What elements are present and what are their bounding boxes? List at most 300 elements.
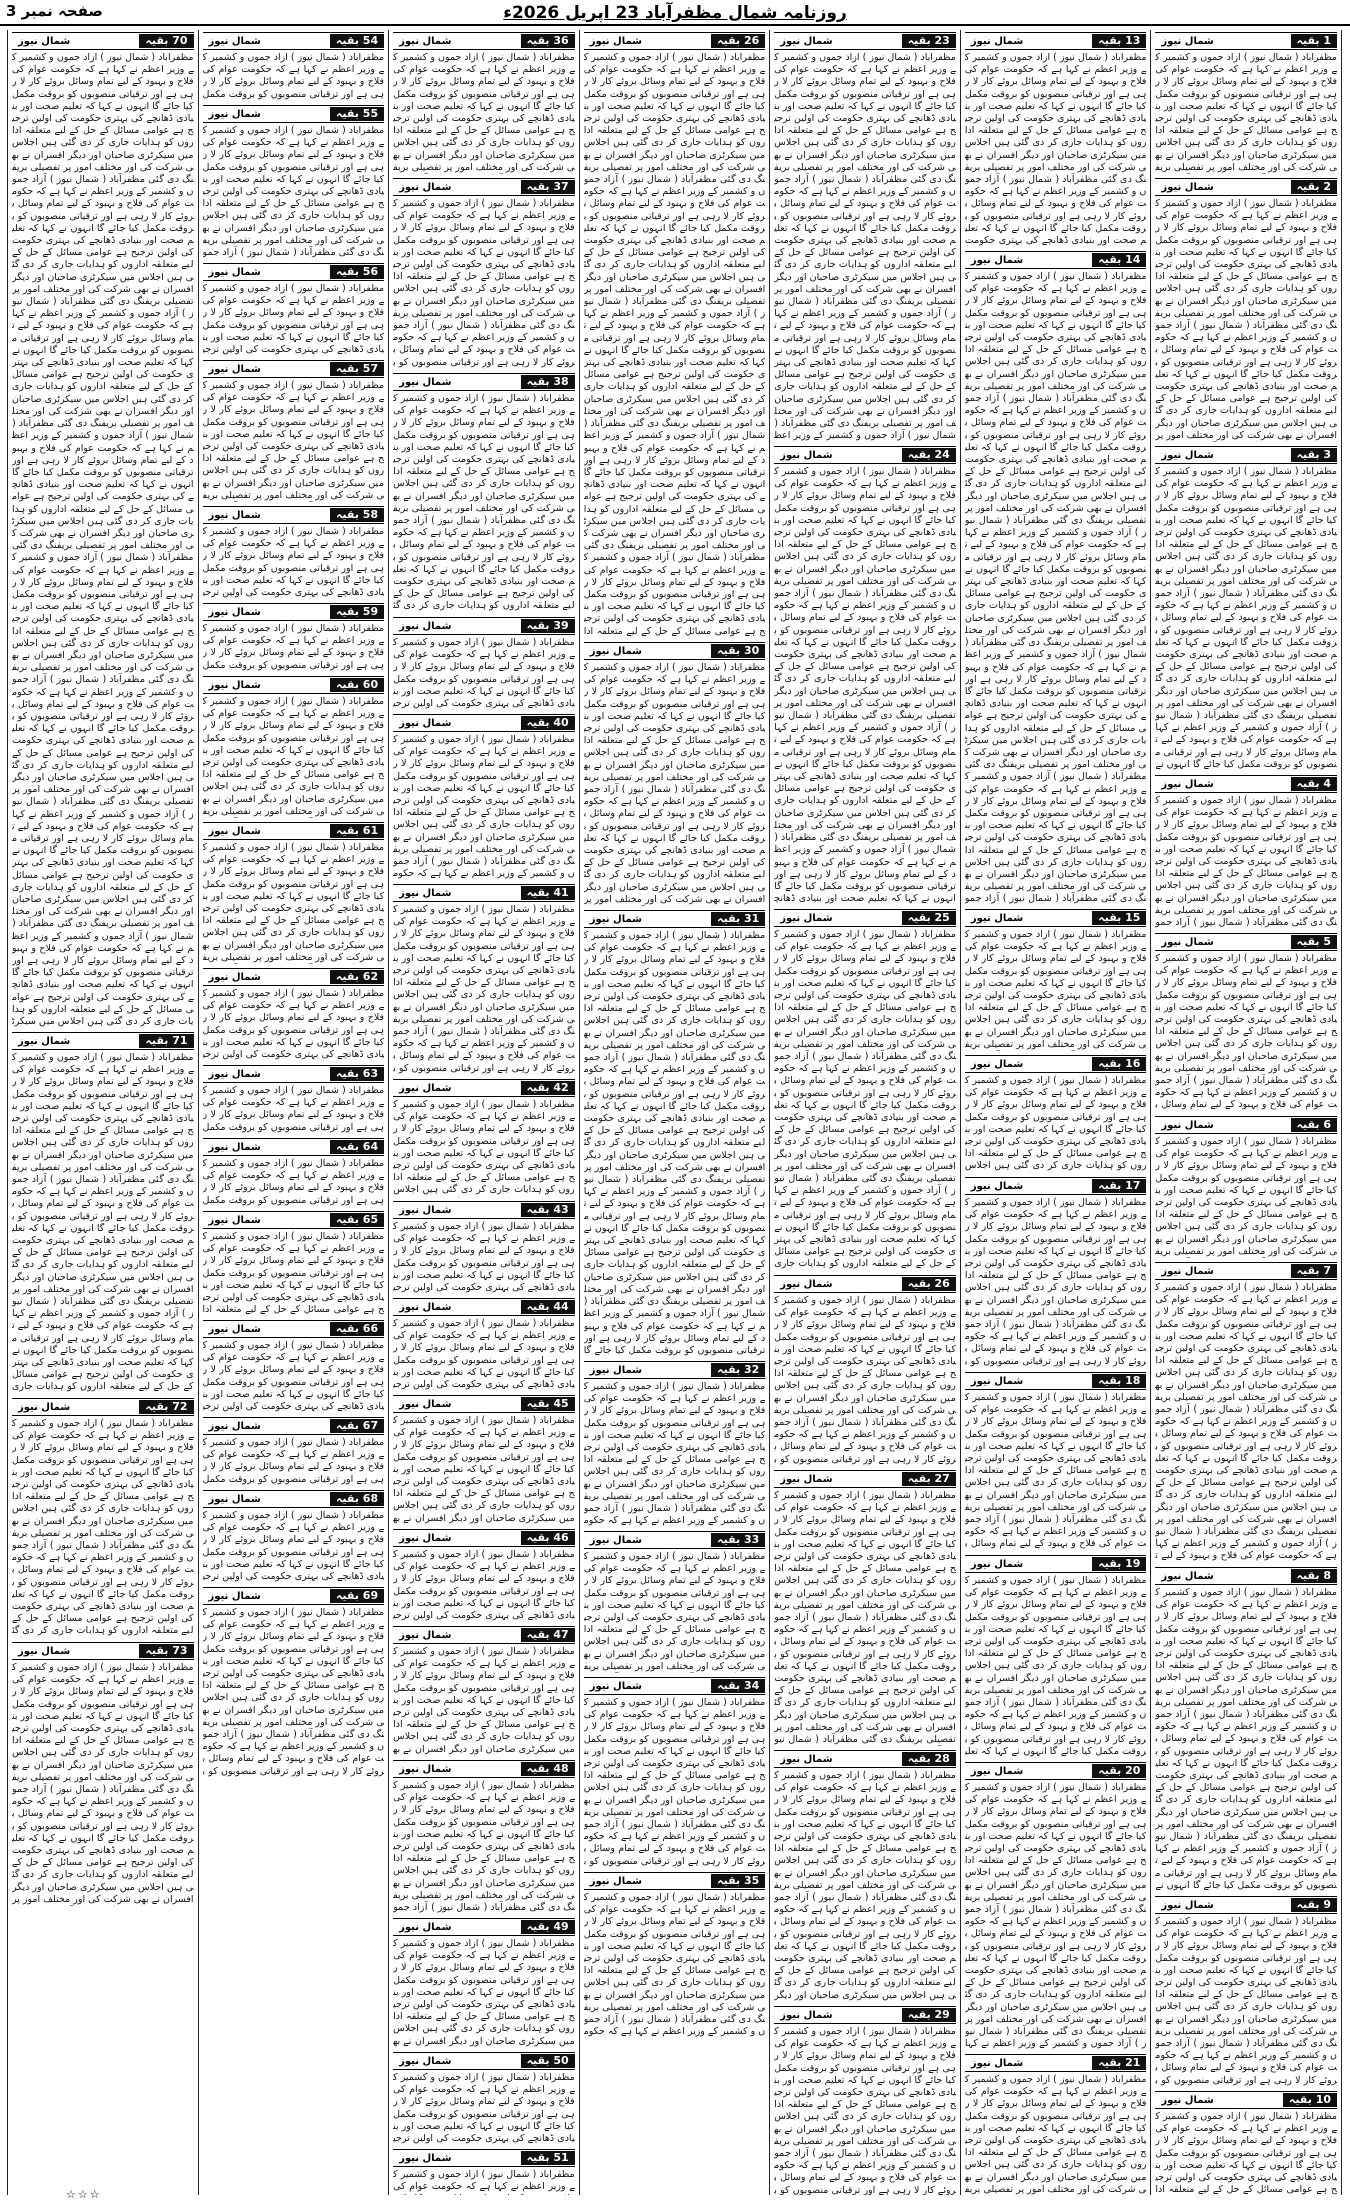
news-source-label: شمال نیوز: [17, 1401, 71, 1413]
story-header: [393, 373, 575, 391]
news-source-label: شمال نیوز: [1161, 936, 1214, 948]
story-header: [203, 1490, 385, 1508]
news-source-label: شمال نیوز: [589, 35, 643, 47]
story-body: مظفرآباد ( شمال نیوز ) آزاد جموں و کشمیر کے وزیر اعظم نے کہا ہے کہ حکومت عوام کی فلاح و بہبود کے لیے تمام وسائل بروئے کار لا رہی ہے اور ترقیاتی منصوبوں کو بروقت مکمل کیا جائے گا انہوں نے کہا کہ تعلیم صحت اور بنیادی ڈھانچے کی بہتری حکومت کی اولین ترجیح ہے عوامی مسائل کے حل کے لیے متعلقہ اداروں کو ہدایات جاری کر دی گئی ہیں اجلاس میں سیکرٹری صاحبان اور دیگر افسران نے بھی شرکت کی اور مختلف امور پر تفصیلی بریف: [202, 380, 385, 501]
news-source-label: شمال نیوز: [589, 645, 643, 657]
continuation-badge: 67 بقیہ: [330, 1419, 384, 1433]
news-source-label: شمال نیوز: [208, 363, 261, 375]
story-header: [203, 1211, 385, 1229]
news-story: [203, 1138, 385, 1207]
story-body: مظفرآباد ( شمال نیوز ) آزاد جموں و کشمیر کے وزیر اعظم نے کہا ہے کہ حکومت عوام کی فلاح و بہبود کے لیے تمام وسائل بروئے کار لا رہی ہے اور ترقیاتی منصوبوں کو بروقت مکمل کیا جائے گا انہوں نے کہا کہ تعلیم صحت اور بنیادی ڈھانچے کی بہتری حکومت کی اولین ترجیح ہے عوامی مسائل کے حل کے لیے متعلقہ اداروں کو ہدایات جاری کر دی گئی ہیں اجلاس میں سیکرٹری صاحبان اور دیگر افسران نے بھی شرکت کی اور مختلف امور پر تفصیلی بریفنگ دی گئی مظفرآباد ( شمال نیوز ) آزاد جموں و کشمیر کے وزیر اعظم نے کہا ہے کہ حکومت عوام کی فلاح و بہبود کے لیے تمام وسائل بروئے کار لا رہی ہے اور ترقیاتی منصوبوں کو بروقت مکمل کیا جائے گا انہوں نے کہا کہ تعلیم صحت اور بنیادی ڈھانچے کی بہتری حکومت کی اولین ترجیح ہے عوامی مسائل کے حل کے لیے متعلقہ اداروں کو ہدایات جاری کر دی گئی ہیں اجلاس میں سیکرٹری صاحبان اور دیگر افسران نے بھی شرکت کی اور مختلف امور پر: [1155, 198, 1337, 441]
continuation-badge: 2 بقیہ: [1291, 180, 1337, 194]
story-header: [393, 178, 575, 196]
news-column: [579, 30, 771, 2195]
continuation-badge: 1 بقیہ: [1291, 34, 1337, 48]
news-source-label: شمال نیوز: [208, 1493, 261, 1505]
continuation-badge: 55 بقیہ: [330, 107, 384, 121]
story-header: [965, 909, 1147, 927]
news-source-label: شمال نیوز: [208, 825, 261, 837]
story-header: [1155, 1896, 1337, 1914]
story-header: [1155, 32, 1337, 50]
story-header: [393, 1760, 575, 1778]
story-body: مظفرآباد ( شمال نیوز ) آزاد جموں و کشمیر کے وزیر اعظم نے کہا ہے کہ حکومت عوام کی فلاح و بہبود کے لیے تمام وسائل بروئے کار لا رہی ہے اور ترقیاتی منصوبوں کو بروقت مکمل کیا جائے گا انہوں نے کہا کہ تعلیم صحت اور بنیادی ڈھانچے کی بہتری حکومت کی اولین ترجیح ہے عوامی مسائل کے حل کے لیے متعلقہ اداروں کو ہدایات جاری کر دی گئی ہیں اجلاس میں سیکرٹری صاحبان اور دیگر افسران نے بھی شرکت کی اور مختلف امور پر تفصیلی بریفنگ دی گئی مظفرآباد ( شمال نیوز ) آزاد جموں و کشمیر کے وزیر اعظم نے کہا ہے کہ حکومت عوام کی فلاح و بہبود کے لیے تمام وسائل بروئے کار لا رہی ہے اور ترقیاتی منصوبوں کو بروقت مکمل کیا جائے گا انہوں نے کہا کہ تعلیم صحت اور بنیادی ڈھانچے کی بہتری حکومت کی اولین ترجیح ہے عوامی مسائل کے حل کے لیے متعلقہ اداروں کو ہدایات جاری کر دی گئی ہیں اجلاس میں سیکرٹری صاحبان اور دیگر افسران نے بھی شرکت کی اور مختلف امور پر تفصیلی بریفنگ دی گئی مظفرآباد ( شمال نیوز ) آزاد جموں و کشمیر کے وزیر اعظم نے کہا ہے کہ حکومت عوام کی فلاح و بہبود کے لیے تمام وسائل بروئے کار لا رہی ہے اور ترقیاتی منصوبوں کو بروقت مکمل کیا جائے گا انہوں نے کہا کہ تعلیم صحت اور بنیادی ڈھانچے کی بہتری حکومت کی اولین ترجیح ہے عوامی مسائل کے حل کے لیے متعلقہ اداروں کو ہدایات جاری کر دی گئی ہیں اجلاس میں سیکرٹری صاحبان اور دیگر افسران نے بھی شرکت کی اور مختلف امور پر تفصیلی بریفنگ دی گئی مظفرآباد ( شمال نیوز ) آزاد جموں و کشمیر کے وزیر اعظ: [774, 52, 956, 442]
story-body: مظفرآباد ( شمال نیوز ) آزاد جموں و کشمیر کے وزیر اعظم نے کہا ہے کہ حکومت عوام کی فلاح و بہبود کے لیے تمام وسائل بروئے کار لا رہی ہے اور ترقیاتی منصوبوں کو بروقت مکمل کیا جائے گا انہوں نے کہا کہ تعلیم صحت اور بنیادی ڈھانچے کی بہتری حکومت کی اولین ترجی: [202, 988, 385, 1061]
news-source-label: شمال نیوز: [208, 679, 261, 691]
continuation-badge: 69 بقیہ: [330, 1589, 384, 1603]
story-header: [1155, 446, 1337, 464]
story-header: [12, 1398, 194, 1416]
story-header: [203, 603, 385, 621]
continuation-badge: 31 بقیہ: [711, 912, 765, 926]
news-story: [203, 263, 385, 356]
continuation-badge: 25 بقیہ: [902, 911, 956, 925]
story-header: [584, 910, 766, 928]
story-body: مظفرآباد ( شمال نیوز ) آزاد جموں و کشمیر کے وزیر اعظم نے کہا ہے کہ حکومت عوام کی فلاح و بہبود کے لیے تمام وسائل بروئے کار لا رہی ہے اور ترقیاتی منصوبوں کو بروقت مکمل: [202, 1158, 385, 1206]
news-source-label: شمال نیوز: [399, 1398, 452, 1410]
story-body: مظفرآباد ( شمال نیوز ) آزاد جموں و کشمیر کے وزیر اعظم نے کہا ہے کہ حکومت عوام کی فلاح و بہبود کے لیے تمام وسائل بروئے کار لا رہی ہے اور ترقیاتی منصوبوں کو بروقت مکمل کیا جائے گا انہوں نے کہا کہ تعلیم صحت اور بنیادی ڈھانچے کی بہتری حکومت کی اولین ترجیح ہے عوامی مسائل کے حل کے لیے متعلقہ اداروں کو ہدایات جاری کر دی گئی ہیں اجلاس میں سیکرٹری صاحبان اور دیگر افسران نے بھی شرکت کی اور مختلف امور پر تفصیلی بریفنگ دی گئی مظفرآباد ( شمال نیوز ) آزاد جموں و کشمیر کے وزیر اعظم نے کہا ہے کہ حکومت عوام کی فلاح و بہبود کے لیے تمام وسائل بروئے کار لا رہی ہے اور ترقیاتی منصوبوں کو بروقت مکمل کیا جائے گا انہوں نے کہا کہ تعلیم صحت اور بنیادی ڈھانچے کی بہتری حکومت کی اولین ترجیح ہے عوامی مسائل کے حل کے لیے متعلقہ اداروں کو ہدایات جاری کر دی گئی ہیں اجلاس میں سیکرٹری صاحبان اور دیگر افسران نے بھی شرکت کی اور مختلف امور پر تفصیلی بریفنگ دی گئی مظفرآباد ( شمال نیوز ) آزاد جموں و کشمیر کے وزیر اعظم نے کہا ہے کہ حکومت عوام کی فلاح و بہبود کے لیے تمام وسائل بروئے کار لا رہی ہے اور ترقیاتی منصوبوں کو بروقت مکمل کیا جائے گا انہوں نے کہا کہ تعلیم صحت اور بنیادی ڈھانچے کی بہتری حکومت کی اولین ترجیح ہے عوامی مسائل کے حل کے لیے متعلقہ اداروں کو ہدایات جاری کر دی گئی ہیں اجلاس میں سیکرٹری صاحبان اور دیگر افسران نے بھی شرکت کی اور مختلف امور پر تفصیلی بریفنگ دی گئی مظفرآباد ( شمال نیوز ) آزاد جموں و کشمیر کے وزیر اعظم نے کہا ہے کہ حکومت عوام کی فلاح و بہبود کے لیے تمام وسائل بروئے کار لا رہی ہے اور ترقیاتی منصوبوں کو بروقت مکمل کیا جائے گا انہوں نے کہا کہ تعلیم صحت اور بنیادی ڈھانچے کی بہتری حکومت کی اولین ترجیح ہے عوامی مسائل کے حل کے لیے متعلقہ اداروں کو ہدایات جاری کر دی گئی ہیں اجلاس میں سیکرٹری صاحبان اور دیگر افسران نے بھی شرکت کی اور مختلف امور پر تفصیلی بریفنگ دی گئی مظفرآباد ( شمال نیوز ) آزاد جموں و کشمیر کے وزیر اعظم نے کہا ہے کہ حکومت عوام کی فلاح و بہبود کے لیے تمام وسائل بروئے کار لا رہی ہے اور ترقیاتی منصوبوں کو بروقت مکمل کیا جائے گا انہوں نے کہا کہ تعلیم صحت اور بنیادی ڈھانچے کی بہتری حکومت کی اولین ترجیح ہے عوامی مسائل کے حل کے لیے متعلقہ اداروں کو ہدایات جاری کر دی گئی ہیں اجلاس میں سیکرٹری صاحبان اور دیگر افسران نے بھی شرکت کی اور مختلف امور پر تفصیلی بریفنگ دی گئی مظفرآباد ( شمال نیوز ) آزاد جموں و کشمیر کے وزیر اعظم نے کہا ہے کہ حکومت عوام کی فلاح و بہبود کے لیے تمام وسائل بروئے کار لا رہی ہے اور ترقیاتی منصوبوں کو بروقت مکمل کیا جائے گا انہوں نے کہا کہ تعلیم صحت اور بنیادی ڈھانچے کی بہتری حکومت کی اولین ترجیح ہے عوامی مسائل کے حل کے لیے متعلقہ اداروں کو ہدایات جاری کر دی گئی ہیں اجلاس میں سیکرٹری صاحبان اور دیگر افسران نے بھی شرکت کی اور مختلف امور پر تفصیلی بریفنگ دی گئی مظفرآباد ( شمال نیوز ) آزاد جموں و کشمیر کے وزیر اعظم نے کہا ہے کہ حکومت عوام کی فلاح و بہبود کے لیے تمام وسائل بروئے کار لا رہی ہے اور ترقیاتی منصوبوں کو بروقت مکمل کیا جائے گا انہوں نے کہا کہ تعلیم صحت اور بنیادی ڈھانچے کی بہتری حکومت کی اولین ترجیح ہے عوامی مسائل کے حل کے لیے متعلقہ اداروں کو ہدایات جاری کر دی گئی ہیں اجلاس میں سیکرٹری صاحبان اور دیگر افسران نے بھی شرکت کی اور مختلف امور پر تفصیلی بریفنگ دی گئی مظفرآباد ( شمال نیوز ) آزاد جموں و کشمیر کے وزیر اعظم نے کہا ہے کہ حکومت عوام کی فلاح و بہبود کے لیے تمام وسائل بروئے کار لا رہی ہے اور ترقیاتی منصوبوں کو بروقت مکمل کیا جائے گا انہوں نے کہا کہ تعلیم صحت اور بنیادی ڈھانچے کی بہتری حکومت کی اولین ترجیح ہے عوامی مسائل کے حل کے لیے متعلقہ اداروں کو ہدایات جاری کر دی گئی ہیں اجلاس میں سیکرٹ: [11, 52, 194, 1028]
story-header: [774, 909, 956, 927]
news-source-label: شمال نیوز: [17, 1035, 71, 1047]
news-source-label: شمال نیوز: [970, 1180, 1024, 1192]
continuation-badge: 34 بقیہ: [711, 1679, 765, 1693]
news-story: [965, 1372, 1147, 1551]
story-header: [1155, 1116, 1337, 1134]
story-header: [774, 1275, 956, 1293]
story-body: مظفرآباد ( شمال نیوز ) آزاد جموں و کشمیر کے وزیر اعظم نے کہا ہے کہ حکومت عوام کی فلاح و بہبود کے لیے تمام وسائل بروئے کار لا رہی ہے اور ترقیاتی منصوبوں کو بروقت مکمل کیا جائے گا انہوں نے کہا کہ تعلیم صحت اور بنیادی ڈھانچے کی بہتری حکومت کی اولین ترجیح ہے عوامی مسائل کے حل کے لیے متعلقہ اداروں کو ہدایات جاری کر دی گئی ہیں اجلاس میں سیکرٹری صاحبان اور دیگر افسران نے بھ: [393, 1938, 575, 2047]
news-source-label: شمال نیوز: [208, 509, 261, 521]
news-source-label: شمال نیوز: [399, 717, 452, 729]
news-story: [203, 105, 385, 259]
news-source-label: شمال نیوز: [780, 1473, 833, 1485]
story-header: [1155, 178, 1337, 196]
story-header: [584, 32, 766, 50]
news-source-label: شمال نیوز: [1161, 1570, 1214, 1582]
story-header: [1155, 775, 1337, 793]
news-story: [203, 32, 385, 101]
story-body: مظفرآباد ( شمال نیوز ) آزاد جموں و کشمیر کے وزیر اعظم نے کہا ہے کہ حکومت عوام کی فلاح و بہبود کے لیے تمام وسائل بروئے کار لا رہی ہے اور ترقیاتی منصوبوں کو بروقت مکمل کیا جائے گا انہوں نے کہا کہ تعلیم صحت اور بنیادی ڈھانچے کی بہتری حکومت کی اولین ترجیح ہے عوامی مسائل کے حل کے لیے متعلقہ اداروں کو ہدایات جاری کر دی گئی ہیں اجلاس: [964, 1075, 1147, 1172]
story-body: مظفرآباد ( شمال نیوز ) آزاد جموں و کشمیر کے وزیر اعظم نے کہا ہے کہ حکومت عوام کی فلاح و بہبود کے لیے تمام وسائل بروئے کار لا رہی ہے اور ترقیاتی منصوبوں کو بروقت مکمل کیا جائے گا انہوں نے کہا کہ تعلیم صحت اور بنیادی ڈھانچے کی بہتری حکومت کی اولین ترجیح ہے عوامی مسائل کے حل کے لیے متعلقہ اداروں کو ہدایات جاری کر دی گئی ہیں اجلاس میں سیکرٹری صاحبان اور دیگر افسران نے بھی شرکت کی اور مختلف امور پر تفصیلی بریفنگ دی گئی مظفرآباد ( شمال نیوز ) آزاد جموں و کشمیر کے وزیر اعظم نے کہا ہے کہ حکومت عوام کی فلاح و بہبود کے لیے تمام وسائل بروئے کار لا رہی ہے اور ترقیاتی منصوبوں کو بروقت مکمل کیا جائے گا انہوں نے کہا کہ تعلیم صحت اور بنیادی ڈھانچے کی بہتری حکومت کی اولین ترجیح ہے عوامی مسائل کے حل کے لیے متعلقہ اداروں کو ہدایات جاری کر دی گئی ہیں اجلاس میں سیکرٹری صاحبان اور دیگر افسران نے بھی شرکت کی اور مختلف امور پر تفصیلی بریفنگ دی گئی مظفرآباد ( شمال نیوز ) آزاد جموں و کشمیر کے وزیر اعظم نے کہا ہے کہ حکومت عوام کی فلاح و بہبود کے لیے تمام وسائل بروئے کار لا رہی ہے اور ترقیاتی منصوبوں کو بروقت مکمل کیا جائے گا انہوں نے کہا کہ تعلیم صحت اور بنیادی ڈھانچے کی بہتری حکومت کی اولین ترجیح ہے عوامی مسائل کے حل کے لیے متعلقہ اداروں کو ہدایات جاری: [11, 1052, 194, 1393]
news-story: [1155, 2091, 1337, 2195]
story-body: مظفرآباد ( شمال نیوز ) آزاد جموں و کشمیر کے وزیر اعظم نے کہا ہے کہ حکومت عوام کی فلاح و بہبود کے لیے تمام وسائل بروئے کار لا رہی ہے اور ترقیاتی منصوبوں کو بروقت مکمل کیا جائے گا انہوں نے کہا کہ تعلیم صحت اور بنیادی ڈھانچے کی بہتری حکومت کی اولین ترجی: [393, 1318, 575, 1391]
continuation-badge: 37 بقیہ: [521, 180, 575, 194]
story-header: [393, 1395, 575, 1413]
news-story: [965, 909, 1147, 1051]
story-header: [1155, 1567, 1337, 1585]
story-header: [393, 1079, 575, 1097]
news-story: [203, 506, 385, 599]
story-header: [1155, 2091, 1337, 2109]
continuation-badge: 33 بقیہ: [711, 1533, 765, 1547]
story-header: [393, 32, 575, 50]
continuation-badge: 54 بقیہ: [330, 34, 384, 48]
news-story: [12, 1032, 194, 1394]
news-story: [1155, 1116, 1337, 1258]
story-body: مظفرآباد ( شمال نیوز ) آزاد جموں و کشمیر کے وزیر اعظم نے کہا ہے کہ حکومت عوام کی فلاح و بہبود کے لیے تمام وسائل بروئے کار لا رہی ہے اور ترقیاتی منصوبوں کو بروقت مکمل کیا جائے گا انہوں نے کہا کہ تعلیم صحت اور بنیادی ڈھانچے کی بہتری حکومت کی اولین ترجیح ہے عوامی مسائل کے حل کے لیے متعلقہ اداروں کو ہدایات جاری کر دی گئی ہیں اجلاس میں سیکرٹری صاحبان اور دیگر افسران نے بھی شرکت کی اور مختلف امور پر تفصیلی بریفنگ دی گئی مظفرآباد ( شمال نیوز ) آزاد جمو: [1155, 795, 1337, 929]
story-body: مظفرآباد ( شمال نیوز ) آزاد جموں و کشمیر کے وزیر اعظم نے کہا ہے کہ حکومت عوام کی فلاح و بہبود کے لیے تمام وسائل بروئے کار لا رہی ہے اور ترقیاتی منصوبوں کو بروقت مکمل کیا جائے گا انہوں نے کہا کہ تعلیم صحت اور بنیادی ڈھانچے کی بہتری حکومت کی اولین ترجیح ہے عوامی مسائل کے حل کے لیے متعلقہ ادا: [202, 1231, 385, 1316]
news-story: [584, 1531, 766, 1673]
news-source-label: شمال نیوز: [970, 912, 1024, 924]
continuation-badge: 6 بقیہ: [1291, 1118, 1337, 1132]
story-body: مظفرآباد ( شمال نیوز ) آزاد جموں و کشمیر کے وزیر اعظم نے کہا ہے کہ حکومت عوام کی فلاح و بہبود کے لیے تمام وسائل بروئے کار لا رہی ہے اور ترقیاتی منصوبوں کو بروقت مکمل کیا جائے گا انہوں نے کہا کہ تعلیم صحت اور بنیادی ڈھانچے کی بہتری حکومت کی اولین ترجیح ہے عوامی مسائل کے حل کے لیے متعلقہ اداروں کو ہدایات جاری کر دی گئی ہیں اجلاس میں سیکرٹری صاحبان اور دیگر افسران نے بھی شرکت کی اور مختلف امور پر تفصیلی بریفنگ دی گئی مظفرآباد ( شمال نیوز ) آزاد جموں و کشمیر کے وزیر اعظم نے کہا ہے کہ حکومت عوام کی فلاح و بہبود کے لیے تمام وسائل بروئے کار لا رہی ہے اور ترقیاتی منصوبوں کو بروقت مکمل کیا جائے گا انہوں نے کہا کہ تعلیم صحت اور بنیادی ڈھانچے کی بہتری حکومت کی اولین ترجیح ہے عوامی مسائل کے حل کے لیے متعلقہ اداروں کو ہدایات جاری کر دی گئی ہیں اجلاس میں سیکرٹری صاحبان اور دیگر افسران نے بھی شرکت کی اور مختلف امور پر تفصیلی بریفنگ دی گئی مظفرآباد ( شمال نیوز ) آزاد جموں و کشمیر کے وزیر اعظم نے کہا ہے کہ حکومت عوام کی فلاح و بہبود کے لیے تمام وسائل بروئے کار لا رہی ہے اور ترقیاتی منصوبوں کو بروقت مکمل کیا جائے گا انہوں نے: [1155, 1587, 1337, 1891]
story-body: مظفرآباد ( شمال نیوز ) آزاد جموں و کشمیر کے وزیر اعظم نے کہا ہے کہ حکومت عوام کی فلاح و بہبود کے لیے تمام وسائل بروئے کار لا رہی ہے اور ترقیاتی منصوبوں کو بروقت مکمل کیا جائے گا انہوں نے کہا کہ تعلیم صحت اور بنیادی ڈھانچے کی بہتری حکومت کی اولین ترجی: [202, 1510, 385, 1583]
story-header: [584, 1361, 766, 1379]
continuation-badge: 46 بقیہ: [521, 1531, 575, 1545]
story-header: [12, 32, 194, 50]
story-header: [203, 105, 385, 123]
news-story: [393, 2149, 575, 2195]
news-source-label: شمال نیوز: [1161, 1899, 1214, 1911]
story-header: [393, 1529, 575, 1547]
story-body: مظفرآباد ( شمال نیوز ) آزاد جموں و کشمیر کے وزیر اعظم نے کہا ہے کہ حکومت عوام کی فلاح و بہبود کے لیے تمام وسائل بروئے کار لا رہی ہے اور ترقیاتی منصوبوں کو بروقت مکمل کیا جائے گا انہوں نے کہا کہ تعلیم صحت اور بنیادی ڈھانچے کی بہتری حکومت کی اولین ترجیح ہے عوامی مسائل کے حل کے لیے متعلقہ اداروں کو ہدایات جاری کر دی گئی ہیں اجلاس میں سیکرٹری صاحبان اور دیگر افسران نے بھی شرکت کی اور مختلف امور پر تفصیلی بریف: [202, 696, 385, 817]
story-header: [774, 2006, 956, 2024]
page-number: صفحہ نمبر 3: [6, 2, 103, 20]
continuation-badge: 35 بقیہ: [711, 1874, 765, 1888]
story-body: مظفرآباد ( شمال نیوز ) آزاد جموں و کشمیر کے وزیر اعظم نے کہا ہے کہ حکومت عوام کی فلاح و بہبود کے لیے تمام وسائل بروئے کار لا رہی ہے اور ترقیاتی منصوبوں کو بروقت مکمل کیا جائے گا انہوں نے کہا کہ تعلیم صحت اور بنیادی ڈھانچے کی بہتری حکومت کی اولین ترجیح ہے عوامی مسائل کے حل کے لیے متعلقہ اداروں کو ہدایات جاری کر دی گئی ہیں اجلاس میں سیکرٹری صاحبان اور دیگر افسران نے بھی شرکت کی اور مختلف امور پر تفصیلی بریفنگ دی گئی مظفرآباد ( شمال نیوز ) آزاد جموں و کشمیر کے وزیر اعظم نے کہا ہے کہ حکومت عوام کی فلاح و بہبود کے لیے تمام وسائل بروئے کار لا رہی ہے اور ترقیاتی منصوبوں کو ب: [774, 2026, 956, 2195]
news-story: [774, 1750, 956, 2002]
news-source-label: شمال نیوز: [589, 1680, 643, 1692]
continuation-badge: 47 بقیہ: [521, 1628, 575, 1642]
news-source-label: شمال نیوز: [589, 913, 643, 925]
continuation-badge: 64 بقیہ: [330, 1140, 384, 1154]
news-source-label: شمال نیوز: [399, 1532, 452, 1544]
news-story: [393, 1918, 575, 2048]
news-source-label: شمال نیوز: [1161, 1119, 1214, 1131]
news-source-label: شمال نیوز: [1161, 1265, 1214, 1277]
story-body: مظفرآباد ( شمال نیوز ) آزاد جموں و کشمیر کے وزیر اعظم نے کہا ہے کہ حکومت عوام کی فلاح و بہبود کے لیے تمام وسائل بروئے کار لا رہی ہے اور ترقیاتی منصوبوں کو بروقت مکمل کیا جائے گا انہوں نے کہا کہ تعلیم صحت اور بنیادی ڈھانچے کی بہتری حکومت کی اولین ترجیح ہے عوامی مسائل کے حل کے لیے متعلقہ اداروں کو ہدایات جاری کر دی گئی ہیں اجلاس میں سیکرٹری صاحبان اور دیگر افسران نے بھی شرکت کی اور مختلف امور پر تفصیلی بریفنگ دی گئی مظفرآباد ( شمال نیوز ) آزاد جموں و کشمیر کے وزیر اعظم نے کہا ہے کہ حکومت عوام کی فلاح و بہبود کے لیے تمام وسائل بروئے کار لا رہی ہے اور ترقیاتی منصوبوں کو بروقت مکمل کیا جائے گا انہوں نے کہا کہ تعلیم صحت اور بنیادی ڈھانچے کی بہتری حکومت کی اولین ترجیح ہے عوامی مسائل کے حل کے لیے متعلقہ اداروں کو ہدایات جاری کر دی گئ: [11, 1418, 194, 1637]
continuation-badge: 66 بقیہ: [330, 1322, 384, 1336]
news-source-label: شمال نیوز: [970, 35, 1024, 47]
news-source-label: شمال نیوز: [1161, 778, 1214, 790]
news-story: [1155, 178, 1337, 442]
story-header: [965, 1372, 1147, 1390]
news-source-label: شمال نیوز: [399, 1921, 452, 1933]
news-story: [393, 178, 575, 369]
news-source-label: شمال نیوز: [589, 1364, 643, 1376]
continuation-badge: 36 بقیہ: [521, 34, 575, 48]
story-body: مظفرآباد ( شمال نیوز ) آزاد جموں و کشمیر کے وزیر اعظم نے کہا ہے کہ حکومت عوام کی فلاح و بہبود کے لیے تمام وسائل بروئے کار لا رہی ہے اور ترقیاتی منصوبوں کو بروقت مکمل کیا جائے گا انہوں نے کہا کہ تعلیم صحت اور بنیادی ڈھانچے کی بہتری حکومت کی اولین ترجیح ہے عوامی مسائل کے حل کے لیے متعلقہ اداروں کو ہدایات جاری کر دی گئی ہیں اجلاس میں سیکرٹری صاحبان اور دیگر افسران نے بھی شرکت کی اور مختلف امور پر تفصیلی بریفنگ دی گئی مظفرآباد ( شمال نیوز ) آزاد جموں و کشمیر کے وزیر اعظم نے کہا ہے کہ حکومت عوام کی فلاح و بہبود کے لیے تمام وسائل بروئے کار لا رہی ہے اور ترقیاتی منصوبوں کو بروقت مکمل کیا جائے گا انہوں نے کہا کہ تعلیم صحت اور بنیادی ڈھانچے کی بہتری حکومت کی اولین ترجیح ہے عوامی مسائل کے حل کے لیے متعلقہ اداروں کو ہدایات جاری کر دی گئی ہیں اجلاس میں سیکرٹری صاحبان اور دیگر افسران نے بھی شرکت کی اور مختلف امور پر تفصیلی بریفنگ دی گئی مظفرآباد ( شمال نیوز ) آزاد جموں و کشمیر کے وزیر اعظم نے کہا ہے کہ حکومت عوام کی فلاح و بہبود کے لیے ت: [1155, 1282, 1337, 1562]
story-body: مظفرآباد ( شمال نیوز ) آزاد جموں و کشمیر کے وزیر اعظم نے کہا ہے کہ حکومت عوام کی فلاح و بہبود کے لیے تمام وسائل بروئے کار لا رہی ہے اور ترقیاتی منصوبوں کو بروقت مکمل کیا جائے گا انہوں نے کہا کہ تعلیم صحت اور بنیادی ڈھانچے کی بہتری حکومت کی اولین ترجی: [202, 1340, 385, 1413]
news-source-label: شمال نیوز: [399, 620, 452, 632]
masthead: [0, 0, 1350, 26]
story-body: مظفرآباد ( شمال نیوز ) آزاد جموں و کشمیر کے وزیر اعظم نے کہا ہے کہ حکومت عوام کی فلاح و بہبود کے لیے تمام وسائل بروئے کار لا رہی ہے اور ترقیاتی منصوبوں کو بروقت مکمل کیا جائے گا انہوں نے کہا کہ تعلیم صحت اور بنیادی ڈھانچے کی بہتری حکومت کی اولین ترجیح ہے عوامی مسائل کے حل کے لیے متعلقہ اداروں کو ہدایات جاری کر دی گئی ہیں اجلاس میں سیکرٹری صاحبان اور دیگر افسران نے بھی شرکت کی اور مختلف امور پر تفصیلی بریفنگ دی گئی مظفرآباد ( شمال نیوز ) آزاد جموں و کشمیر کے وزیر اعظم نے کہا ہے کہ حکومت عوام کی فلاح و بہبود کے لیے تمام وسائل بروئے کار لا رہی ہے اور ترقیاتی منصوبوں کو ب: [202, 1607, 385, 1777]
newspaper-title: روزنامہ شمال مظفرآباد 23 اپریل 2026ء: [503, 3, 847, 23]
story-body: مظفرآباد ( شمال نیوز ) آزاد جموں و کشمیر کے وزیر اعظم نے کہا ہے کہ حکومت عوام کی فلاح و بہبود کے لیے تمام وسائل بروئے کار لا رہی ہے اور ترقیاتی منصوبوں کو بروقت مکمل کیا جائے گا انہوں نے کہا کہ تعلیم صحت اور بنیادی ڈھانچے کی بہتری حکومت کی اولین ترجی: [393, 1549, 575, 1622]
story-header: [393, 1298, 575, 1316]
news-story: [12, 1642, 194, 1906]
story-body: مظفرآباد ( شمال نیوز ) آزاد جموں و کشمیر کے وزیر اعظم نے کہا ہے کہ حکومت عوام کی فلاح و بہبود کے لیے تمام وسائل بروئے کار لا رہی ہے اور ترقیاتی منصوبوں کو بروقت مکمل کیا جائے گا انہوں نے کہا کہ تعلیم صحت اور بنیادی ڈھانچے کی بہتری حکومت کی اولین ترجیح ہے عوامی مسائل کے حل کے لیے متعلقہ اداروں کو ہدایات جاری کر دی گئی ہیں اجلاس میں سیکرٹری صاحبان اور دیگر افسران نے بھی شرکت کی اور مختلف امور پر تفصیلی بریفنگ دی گئی مظفرآباد ( شمال نیوز ) آزاد جموں و کشمیر کے وزیر اعظم نے کہا ہے کہ حکومت عوام کی فلاح و بہبود کے لیے تمام وسائل بروئے کار لا رہی ہے اور ترقیاتی منصوبوں کو بروقت مکمل کیا جائے گا انہوں نے کہا کہ تعلیم صحت اور بنیادی ڈھانچے کی بہتری حکومت کی اولین ترجیح ہے عوامی مسائل کے حل کے لیے متعلقہ اداروں کو ہدایات جاری کر دی گئی ہیں اجلاس میں سیکرٹری صاحبان اور دیگر افسران نے بھی شرکت کی اور مختلف امور پر تفصیلی بریفنگ دی گئی مظفرآباد ( شمال نیوز ) آزاد جموں و کشمیر کے وزیر اعظم نے کہا ہے کہ حکومت عوام کی فلاح و بہبود کے لیے تمام وسائل بروئے کار لا رہی ہے اور ترقیاتی منصوبوں کو بروقت مکمل کیا جائے گا انہوں نے: [1155, 466, 1337, 770]
story-body: مظفرآباد ( شمال نیوز ) آزاد جموں و کشمیر کے وزیر اعظم نے کہا ہے کہ حکومت عوام کی فلاح و بہبود کے لیے تمام وسائل بروئے کار لا رہی ہے اور ترقیاتی منصوبوں کو بروقت مکمل کیا جائے گا انہوں نے کہا کہ تعلیم صحت اور بنیادی ڈھانچے کی بہتری حکومت کی اولین ترجیح ہے عوامی مسائل کے حل کے لیے متعلقہ اداروں کو ہدایات جاری کر دی گئی ہیں اجلاس میں سیکرٹری صاحبان اور دیگر افسران نے بھی شرکت کی اور مختلف امور پر تفصیلی بریفنگ دی گئی مظفرآباد ( شمال نیوز ) آزاد جموں و کشمیر کے وزیر اعظم نے کہا ہے کہ حکومت عوام کی فلاح و بہبود کے لیے تمام وسائل بروئے کار لا رہی ہے اور ترقیاتی منصوبوں کو بروقت مکمل کیا جائے گا انہوں نے کہا کہ تعلیم صحت اور بنیادی ڈھانچے کی بہتری حکومت کی اولین ترجیح ہے عوامی مسائل کے حل کے لیے متعلقہ اداروں کو ہدایات جاری کر دی گئی ہیں اجلاس میں سیکرٹری صاحبان اور دیگر افسران نے بھی شرکت کی اور مختلف امور پر: [11, 1662, 194, 1905]
continuation-badge: 26 بقیہ: [711, 34, 765, 48]
story-body: مظفرآباد ( شمال نیوز ) آزاد جموں و کشمیر کے وزیر اعظم نے کہا ہے کہ حکومت عوام کی فلاح و بہبود کے لیے تمام وسائل بروئے کار لا رہی ہے اور ترقیاتی منصوبوں کو بروقت مکمل کیا جائے گا انہوں نے کہا کہ تعلیم صحت اور بنیادی ڈھانچے کی بہتری حکومت کی اولین ترجی: [202, 526, 385, 599]
story-header: [203, 506, 385, 524]
news-story: [1155, 933, 1337, 1112]
story-body: مظفرآباد ( شمال نیوز ) آزاد جموں و کشمیر کے وزیر اعظم نے کہا ہے کہ حکومت عوام کی فلاح و بہبود کے لیے تمام وسائل بروئے کار لا رہی ہے اور ترقیاتی منصوبوں کو بروقت مکمل: [202, 1437, 385, 1485]
story-body: مظفرآباد ( شمال نیوز ) آزاد جموں و کشمیر کے وزیر اعظم نے کہا ہے کہ حکومت عوام کی فلاح و بہبود کے لیے تمام وسائل بروئے کار لا رہی ہے اور ترقیاتی منصوبوں کو بروقت مکمل: [202, 623, 385, 671]
news-source-label: شمال نیوز: [970, 1058, 1024, 1070]
story-body: مظفرآباد ( شمال نیوز ) آزاد جموں و کشمیر کے وزیر اعظم نے کہا ہے کہ حکومت عوام کی فلاح و بہبود کے لیے تمام وسائل بروئے کار لا رہی ہے اور ترقیاتی منصوبوں کو بروقت مکمل کیا جائے گا انہوں نے کہا کہ تعلیم صحت اور بنیادی ڈھانچے کی بہتری حکومت کی اولین ترجی: [393, 637, 575, 710]
continuation-badge: 27 بقیہ: [902, 1472, 956, 1486]
news-story: [774, 446, 956, 905]
news-column: [960, 30, 1152, 2195]
continuation-badge: 57 بقیہ: [330, 362, 384, 376]
story-header: [393, 2149, 575, 2167]
story-header: [965, 2054, 1147, 2072]
news-story: [965, 1555, 1147, 1758]
continuation-badge: 63 بقیہ: [330, 1067, 384, 1081]
news-source-label: شمال نیوز: [208, 971, 261, 983]
story-body: مظفرآباد ( شمال نیوز ) آزاد جموں و کشمیر کے وزیر اعظم نے کہا ہے کہ حکومت عوام کی فلاح و بہبود کے لیے تمام وسائل بروئے کار لا رہی ہے اور ترقیاتی منصوبوں کو بروقت مکمل: [202, 52, 385, 100]
news-story: [584, 1872, 766, 2038]
story-header: [203, 1587, 385, 1605]
story-body: مظفرآباد ( شمال نیوز ) آزاد جموں و کشمیر کے وزیر اعظم نے کہا ہے کہ حکومت عوام کی فلاح و بہبود کے لیے تمام وسائل بروئے کار لا رہی ہے اور ترقیاتی منصوبوں کو بروقت مکمل کیا جائے گا انہوں نے کہا کہ تعلیم صحت اور بنیادی ڈھانچے کی بہتری حکومت کی اولین ترجیح ہے عوامی مسائل کے حل کے لیے متعلقہ اداروں کو ہدایات جاری کر دی گئی ہیں اجلاس میں سیکرٹری صاحبان اور دیگر افسران نے بھی شرکت کی اور مختلف امور پر تفصیلی بریفنگ دی گئی مظفرآباد ( شمال نیوز ) آزاد جموں و کشمیر کے وزیر اعظم نے کہا ہے کہ حکومت عوام کی فلاح و بہبود کے لیے تمام وسائل ب: [1155, 953, 1337, 1111]
continuation-badge: 20 بقیہ: [1092, 1764, 1146, 1778]
news-story: [393, 1298, 575, 1391]
news-source-label: شمال نیوز: [208, 266, 261, 278]
news-story: [1155, 32, 1337, 174]
continuation-badge: 59 بقیہ: [330, 605, 384, 619]
news-story: [393, 373, 575, 613]
story-body: مظفرآباد ( شمال نیوز ) آزاد جموں و کشمیر کے وزیر اعظم نے کہا ہے کہ حکومت عوام کی فلاح و بہبود کے لیے تمام وسائل بروئے کار لا رہی ہے اور ترقیاتی منصوبوں کو بروقت مکمل کیا جائے گا انہوں نے کہا کہ تعلیم صحت اور بنیادی ڈھانچے کی بہتری حکومت کی اولین ترجیح ہے عوامی مسائل کے حل کے لیے متعلقہ اداروں کو ہدایات جاری کر دی گئی ہیں اجلاس میں سیکرٹری صاحبان اور دیگر افسران نے بھی شرکت کی اور مختلف امور پر تفصیلی بریف: [1155, 1136, 1337, 1257]
news-story: [203, 1320, 385, 1413]
news-story: [393, 1760, 575, 1914]
story-body: مظفرآباد ( شمال نیوز ) آزاد جموں و کشمیر کے وزیر اعظم نے کہا ہے کہ حکومت عوام کی فلاح و بہبود کے لیے تمام وسائل بروئے کار لا رہی ہے اور ترقیاتی منصوبوں کو بروقت مکمل کیا جائے گا انہوں نے کہا کہ تعلیم صحت اور بنیادی ڈھانچے کی بہتری حکومت کی اولین ترجی: [393, 1221, 575, 1294]
continuation-badge: 4 بقیہ: [1291, 777, 1337, 791]
story-body: مظفرآباد ( شمال نیوز ) آزاد جموں و کشمیر کے وزیر اعظم نے کہا ہے کہ حکومت عوام کی فلاح و بہبود کے لیے تمام وسائل بروئے کار لا رہی ہے اور ترقیاتی منصوبوں کو بروقت مکمل کیا جائے گا انہوں نے کہا کہ تعلیم صحت اور بنیادی ڈھانچے کی بہتری حکومت کی اولین ترجیح ہے عوامی مسائل کے حل کے لیے متعلقہ اداروں کو ہدایات جاری کر دی گئی ہیں اجلاس میں سیکرٹری صاحبان اور دیگر افسران نے بھی شرکت کی اور مختلف امور پر تفصیلی بریف: [964, 929, 1147, 1050]
story-body: مظفرآباد ( شمال نیوز ) آزاد جموں و کشمیر کے وزیر اعظم نے کہا ہے کہ حکومت عوام کی فلاح و بہبود کے لیے تمام وسائل بروئے کار لا رہی ہے اور ترقیاتی منصوبوں کو بروقت مکمل کیا جائے گا انہوں نے کہا کہ تعلیم صحت اور بنیادی ڈھانچے کی بہتری حکومت کی اولین ترجیح ہے عوامی مسائل کے حل کے لیے متعلقہ اداروں کو ہدایات جاری کر دی گئی ہیں اجلاس: [393, 1099, 575, 1196]
news-source-label: شمال نیوز: [208, 1323, 261, 1335]
news-source-label: شمال نیوز: [208, 35, 261, 47]
news-column: [198, 30, 390, 2195]
story-body: مظفرآباد ( شمال نیوز ) آزاد جموں و کشمیر کے وزیر اعظم نے کہا ہے کہ حکومت عوام کی فلاح و بہبود کے لیے تمام وسائل بروئے کار لا رہی ہے اور ترقیاتی منصوبوں کو بروقت مکمل کیا جائے گا انہوں نے کہا کہ تعلیم صحت اور بنیادی ڈھانچے کی بہتری حکومت کی اولین ترجیح ہے عوامی مسائل کے حل کے لیے متعلقہ اداروں کو ہدایات جاری کر دی گئی ہیں اجلاس میں سیکرٹری صاحبان اور دیگر افسران نے بھی شرکت کی اور مختلف امور پر تفصیلی بریفنگ دی گئی مظفرآباد ( شمال نیوز ) آزاد جموں و کشمیر کے وزیر اعظم نے کہا ہے کہ حکومت عوام کی فلاح و بہبود کے لیے تمام وسائل بروئے کار لا رہی ہے اور ترقیاتی منصوبوں کو بروقت مکمل کیا جائے گا انہوں نے کہا کہ تعلی: [964, 1575, 1147, 1757]
news-story: [774, 1470, 956, 1746]
news-source-label: شمال نیوز: [970, 1765, 1024, 1777]
story-header: [774, 446, 956, 464]
story-header: [774, 1750, 956, 1768]
news-story: [774, 32, 956, 442]
story-body: مظفرآباد ( شمال نیوز ) آزاد جموں و کشمیر کے وزیر اعظم نے کہا ہے کہ حکومت عوام کی فلاح و بہبود کے لیے تمام وسائل بروئے کار لا رہی ہے اور ترقیاتی منصوبوں کو بروقت مکمل کیا جائے گا انہوں نے کہا کہ تعلیم صحت اور بنیادی ڈھانچے کی بہتری حکومت کی اولین ترجیح ہے عوامی مسائل کے حل کے لیے متعلقہ اداروں کو ہدایات جاری کر دی گئی ہیں اجلاس میں سیکرٹری صاحبان اور دیگر افسران نے بھی شرکت کی اور مختلف امور پر تفصیلی بریفنگ دی گئی مظفرآباد ( شمال نیوز ) آزاد جموں و کشمیر کے وزیر اعظم نے کہا ہے کہ حکومت عوام کی فلاح و بہبود کے لیے تمام وسائل بروئے کار لا رہی ہے اور ترقیاتی منصوبوں کو بروقت مکمل کیا جائے گا انہوں نے کہا کہ تعلیم صحت اور بنیادی ڈھانچے کی بہتری حکومت کی اولین ترجیح ہے عوامی مسائل کے حل کے لیے متعلقہ اداروں کو ہدایات جاری کر دی گئی ہیں اجلاس میں سیکرٹری صاحبان اور دیگر افسران نے بھی شرکت کی اور مختلف امور پر: [583, 662, 766, 905]
news-source-label: شمال نیوز: [1161, 35, 1214, 47]
story-body: مظفرآباد ( شمال نیوز ) آزاد جموں و کشمیر کے وزیر اعظم نے کہا ہے کہ حکومت عوام کی فلاح و بہبود کے لیے تمام وسائل بروئے کار لا رہی ہے اور ترقیاتی منصوبوں کو بروقت مکمل کیا جائے گا انہوں نے کہا کہ تعلیم صحت اور بنیادی ڈھانچے کی بہتری حکومت کی اولین ترجیح ہے عوامی مسائل کے حل کے لیے متعلقہ اداروں کو ہدایات جاری کر دی گئی ہیں اجلاس میں سیکرٹری صاحبان اور دیگر افسران نے بھی شرکت کی اور مختلف امور پر تفصیلی بریفنگ دی گئی مظفرآباد ( شمال نیوز ) آزاد جموں و کشمیر کے وزیر اعظم نے کہا ہے کہ حکوم: [583, 1892, 766, 2038]
news-story: [774, 2006, 956, 2195]
news-source-label: شمال نیوز: [780, 1753, 833, 1765]
news-story: [584, 1361, 766, 1527]
story-header: [584, 642, 766, 660]
story-body: مظفرآباد ( شمال نیوز ) آزاد جموں و کشمیر کے وزیر اعظم نے کہا ہے کہ حکومت عوام کی فلاح و بہبود کے لیے تمام وسائل بروئے کار لا رہی ہے اور ترقیاتی منصوبوں کو بروقت مکمل کیا جائے گا انہوں نے کہا کہ تعلیم صحت اور بنیادی ڈھانچے کی بہتری حکومت کی اولین ترجیح ہے عوامی مسائل کے حل کے لیے متعلقہ اداروں کو ہدایات جاری کر دی گئی ہیں اجلاس میں سیکرٹری صاحبان اور دیگر افسران نے بھی شرکت کی اور مختلف امور پر تفصیلی بریفنگ دی گئی مظفرآباد ( شمال نیوز ) آزاد جموں و کشمیر کے وزیر اعظم نے کہا ہے کہ حکومت عوام کی فلاح و بہبود کے لیے تمام وسائل بروئے کار لا رہی ہے اور ترقیاتی منصوبوں کو ب: [393, 904, 575, 1074]
news-story: [1155, 775, 1337, 929]
continuation-badge: 39 بقیہ: [521, 619, 575, 633]
continuation-badge: 38 بقیہ: [521, 375, 575, 389]
news-column: [7, 30, 199, 2195]
story-header: [965, 251, 1147, 269]
news-story: [203, 1587, 385, 1778]
continuation-badge: 8 بقیہ: [1291, 1569, 1337, 1583]
continuation-badge: 17 بقیہ: [1092, 1179, 1146, 1193]
news-story: [203, 1211, 385, 1316]
news-source-label: شمال نیوز: [589, 1534, 643, 1546]
story-header: [393, 1918, 575, 1936]
news-source-label: شمال نیوز: [208, 606, 261, 618]
story-header: [203, 968, 385, 986]
news-story: [393, 1079, 575, 1197]
story-body: مظفرآباد ( شمال نیوز ) آزاد جموں و کشمیر کے وزیر اعظم نے کہا ہے کہ حکومت عوام کی فلاح و بہبود کے لیے تمام وسائل بروئے کار لا رہی ہے اور ترقیاتی منصوبوں کو بروقت مکمل کیا جائے گا انہوں نے کہا کہ تعلیم صحت اور بنیادی ڈھانچے کی بہتری حکومت کی اولین ترجیح ہے عوامی مسائل کے حل کے لیے متعلقہ اداروں کو ہدایات جاری کر دی گئی ہیں اجلاس میں سیکرٹری صاحبان اور دیگر افسران نے بھی شرکت کی اور مختلف امور پر تفصیلی بریفنگ دی گئی مظفرآباد ( شمال نیوز ) آزاد جموں و کشمیر کے وزیر اعظم نے کہا ہے کہ حکومت عوام کی فلاح و بہبود کے لیے تمام وسائل بروئے کار لا رہی ہے اور ترقیاتی منصوبوں کو بروقت مکمل کیا جائے گا انہوں نے کہا کہ تعلیم صحت اور بنیادی ڈھانچے کی بہتری حکومت کی اولین ترجیح ہے عوامی مسائل کے حل کے لیے متعلقہ اداروں کو ہدایات جاری کر دی گئی ہیں اجلاس میں سیکرٹری صاحبان اور دیگر افسران نے بھی شرکت کی اور مختلف امور پر تفصیلی بریفنگ دی گئی مظفرآباد ( شمال نیوز ) آزاد جموں و کشمیر کے وزیر اعظم نے کہا ہے کہ حکومت عوام کی فلاح و بہبود کے لیے تمام وسائل بروئے کار لا رہی ہے اور ترقیاتی منصوبوں کو بروقت مکمل کیا جائے گا انہوں نے کہا کہ تعلیم صحت اور بنیادی ڈھانچے کی بہتری حکومت کی اولین ترجیح ہے عوامی مسائل کے حل کے لیے متعلقہ اداروں کو ہدایات جاری: [774, 929, 956, 1270]
news-columns: [8, 30, 1342, 2195]
story-header: [393, 617, 575, 635]
story-header: [584, 1872, 766, 1890]
news-source-label: شمال نیوز: [399, 1763, 452, 1775]
news-story: [393, 1201, 575, 1294]
news-story: [774, 1275, 956, 1466]
news-source-label: شمال نیوز: [1161, 2094, 1214, 2106]
story-body: مظفرآباد ( شمال نیوز ) آزاد جموں و کشمیر کے وزیر اعظم نے کہا ہے کہ حکومت عوام کی فلاح و بہبود کے لیے تمام وسائل بروئے کار لا رہی ہے اور ترقیاتی منصوبوں کو بروقت مکمل کیا جائے گا انہوں نے کہا کہ تعلیم صحت اور بنیادی ڈھانچے کی بہتری حکومت کی اولین ترجیح ہے عوامی مسائل کے حل کے لیے متعلقہ اداروں کو ہدایات جاری کر دی گئی ہیں اجلاس میں سیکرٹری صاحبان اور دیگر افسران نے بھی شرکت کی اور مختلف امور پر تفصیلی بریفنگ دی گئی مظفرآباد ( شمال نیوز ) آزاد جموں و کشمیر کے وزیر اعظم نے کہا ہے کہ حکومت عوام کی فلاح و بہبود کے لیے تمام وسائل بروئے کار لا رہی ہے اور ترقیاتی منصوبوں کو ب: [1155, 1916, 1337, 2086]
continuation-badge: 14 بقیہ: [1092, 253, 1146, 267]
continuation-badge: 23 بقیہ: [902, 34, 956, 48]
story-header: [965, 1055, 1147, 1073]
story-body: مظفرآباد ( شمال نیوز ) آزاد جموں و کشمیر کے وزیر اعظم نے کہا ہے کہ حکومت عوام کی فلاح و بہبود کے لیے تمام وسائل بروئے کار لا رہی ہے اور ترقیاتی منصوبوں کو بروقت مکمل کیا جائے گا انہوں نے کہا کہ تعلیم صحت اور بنیادی ڈھانچے کی بہتری حکومت کی اولین ترجیح ہے عوامی مسائل کے حل کے لیے متعلقہ اداروں کو ہدایات جاری کر دی گئی ہیں اجلاس میں سیکرٹری صاحبان اور دیگر افسران نے بھی شرکت کی اور مختلف امور پر تفصیلی بریف: [393, 52, 575, 173]
story-body: مظفرآباد ( شمال نیوز ) آزاد جموں و کشمیر کے وزیر اعظم نے کہا ہے کہ حکومت عوام کی فلاح و بہبود کے لیے تمام وسائل بروئے کار لا رہی ہے اور ترقیاتی منصوبوں کو بروقت مکمل کیا جائے گا انہوں نے کہا کہ تعلیم صحت اور بنیادی ڈھانچے کی بہتری حکومت کی اولین ترجیح ہے عوامی مسائل کے حل کے لیے متعلقہ اداروں کو ہدایات جاری کر دی گئی ہیں اجلاس میں سیکرٹری صاحبان اور دیگر افسران نے بھی شرکت کی اور مختلف امور پر تفصیلی بریف: [202, 842, 385, 963]
news-source-label: شمال نیوز: [208, 1420, 261, 1432]
story-body: مظفرآباد ( شمال نیوز ) آزاد جموں و کشمیر کے وزیر اعظم نے کہا ہے کہ حکومت عوام کی فلاح و بہبود کے لیے تمام وسائل بروئے کار لا رہی ہے اور ترقیاتی منصوبوں کو بروقت مکمل کیا جائے گا انہوں نے کہا کہ تعلیم صحت اور بنیادی ڈھانچے کی بہتری حکومت کی اولین ترجیح ہے عوامی مسائل کے حل کے لیے متعلقہ اداروں کو ہدایات جاری کر دی گئی ہیں اجلاس میں سیکرٹری صاحبان اور دیگر افسران نے بھ: [393, 1415, 575, 1524]
continuation-badge: 65 بقیہ: [330, 1213, 384, 1227]
news-story: [1155, 1262, 1337, 1563]
story-header: [393, 884, 575, 902]
story-body: مظفرآباد ( شمال نیوز ) آزاد جموں و کشمیر کے وزیر اعظم نے کہا ہے کہ حکومت عوام کی فلاح و بہبود کے لیے تمام وسائل بروئے کار لا رہی ہے اور ترقیاتی منصوبوں کو بروقت مکمل کیا جائے گا انہوں نے کہا کہ تعلیم صحت اور بنیادی ڈھانچے کی بہتری حکومت کی اولین ترجیح ہے عوامی مسائل کے حل کے لیے متعلقہ اداروں کو ہدایات جاری کر دی گئی ہیں اجلاس میں سیکرٹری صاحبان اور دیگر افسران نے بھی شرکت کی اور مختلف امور پر تفصیلی بریفنگ دی گئی مظفرآباد ( شمال نیوز ) آزاد جموں و کشمیر کے وزیر اعظم نے کہا ہے کہ حکومت عوام کی فلاح و بہبود کے لیے تمام وسائل بروئے کار لا رہی ہے اور ترقیاتی منصوبوں کو بروقت مکمل کیا جائے گا انہوں نے کہا کہ تعلیم صحت اور بنیادی ڈھانچے کی بہتری حکومت کی اولین ترجیح ہے عوامی مسائل کے حل کے لیے متعلقہ اداروں کو ہدایات جاری کر دی گئی ہیں اجلاس میں سیکرٹری صاحبان اور دیگر افسران نے بھی شرکت کی اور مختلف امور پر تفصیلی بریفنگ دی گئی مظفرآباد ( شمال نیو: [774, 1490, 956, 1746]
story-body: مظفرآباد ( شمال نیوز ) آزاد جموں و کشمیر کے وزیر اعظم نے کہا ہے کہ حکومت عوام کی فلاح و بہبود کے لیے تمام وسائل بروئے کار لا رہی ہے اور ترقیاتی منصوبوں کو بروقت مکمل کیا جائے گا انہوں نے کہا کہ تعلیم صحت اور بنیادی ڈھانچے کی بہتری حکومت کی اولین ترجیح ہے عوامی مسائل کے حل کے لیے متعلقہ اداروں کو ہدایات جاری کر دی گئی ہیں اجلاس میں سیکرٹری صاحبان اور دیگر افسران نے بھی شرکت کی اور مختلف امور پر تفصیلی بریفنگ دی گئی مظفرآباد ( شمال نیوز ) آزاد جموں و کشمیر کے وزیر اعظم نے کہا ہے کہ حکومت عوام کی فلاح و بہبود کے لیے تمام وسائل بروئے کار لا رہی ہے اور ترقیاتی منصوبوں کو بروقت مکمل کیا جائے گا انہوں نے کہا کہ تعلیم صحت اور بنیادی ڈھانچے کی بہتری حکومت کی اولین ترجیح ہے عوامی مسائل کے حل کے لیے متعلقہ اداروں کو ہدایات جاری کر دی گئی ہیں اجلاس میں سیکرٹری صاحبان اور دیگر افسران نے بھی شرکت کی اور مختلف امور پر تفصیلی بریفنگ دی گئی مظفرآباد ( شمال نیوز ) آزاد جموں و کشمیر کے وزیر اعظم نے کہا ہے کہ حکومت عوام کی فلاح و بہبود کے لیے تمام وسائل بروئے کار لا رہی ہے اور ترقیاتی منصوبوں کو بروقت مکمل کیا جائے گا انہوں نے کہا کہ تعلیم صحت اور بنیادی ڈھانچے کی بہتری حکومت کی اولین ترجیح ہے عوامی مسائل کے حل کے لیے متعلقہ اداروں کو ہدایات جاری کر دی گئی ہیں اجلاس میں سیکرٹری صاحبان اور دیگر افسران نے بھی شرکت کی اور مختلف امور پر تفصیلی بریفنگ دی گئی مظفرآباد ( شمال نیوز ) آزاد جموں و کشمیر کے وزیر اعظم نے کہا ہے کہ حکومت عوام کی فلاح و بہبود کے لیے تمام وسائل بروئے کار لا رہی ہے اور ترقیاتی منصوبوں کو بروقت مکمل کیا جائے گا انہوں نے کہا کہ تعلیم صحت اور بنیادی ڈھانچ: [774, 466, 956, 905]
story-body: مظفرآباد ( شمال نیوز ) آزاد جموں و کشمیر کے وزیر اعظم نے کہا ہے کہ حکومت عوام کی فلاح و بہبود کے لیے تمام وسائل بروئے کار لا رہی ہے اور ترقیاتی منصوبوں کو بروقت مکمل کیا جائے گا انہوں نے کہا کہ تعلیم صحت اور بنیادی ڈھانچے کی بہتری حکومت کی اولین ترجیح ہے عوامی مسائل کے حل کے لیے متعلقہ اداروں کو ہدایات جاری کر دی گئی ہیں اجلاس میں سیکرٹری صاحبان اور دیگر افسران نے بھی شرکت کی اور مختلف امور پر تفصیلی بریفنگ دی گئی مظفرآباد ( شمال نیوز ) آزاد جمو: [202, 125, 385, 259]
continuation-badge: 60 بقیہ: [330, 678, 384, 692]
news-story: [203, 676, 385, 818]
story-header: [203, 1138, 385, 1156]
news-source-label: شمال نیوز: [208, 1590, 261, 1602]
news-story: [12, 1398, 194, 1638]
continuation-badge: 9 بقیہ: [1291, 1898, 1337, 1912]
continuation-badge: 28 بقیہ: [902, 1752, 956, 1766]
news-story: [393, 32, 575, 174]
news-story: [584, 32, 766, 638]
continuation-badge: 62 بقیہ: [330, 970, 384, 984]
news-source-label: شمال نیوز: [780, 35, 833, 47]
continuation-badge: 13 بقیہ: [1092, 34, 1146, 48]
story-body: مظفرآباد ( شمال نیوز ) آزاد جموں و کشمیر کے وزیر اعظم نے کہا ہے کہ حکومت عوام کی فلاح و بہبود کے لیے تمام وسائل بروئے کار لا رہی ہے اور ترقیاتی منصوبوں کو بروقت مکمل کیا جائے گا انہوں نے کہا کہ تعلیم صحت اور بنیادی ڈھانچے کی بہتری حکومت کی اولین ترجیح ہے عوامی مسائل کے حل کے لیے متعلقہ اداروں کو ہدایات جاری کر دی گئی ہیں اجلاس میں سیکرٹری صاحبان اور دیگر افسران نے بھی شرکت کی اور مختلف امور پر تفصیلی بریف: [964, 2074, 1147, 2195]
news-story: [584, 1677, 766, 1868]
story-header: [774, 1470, 956, 1488]
continuation-badge: 73 بقیہ: [139, 1644, 193, 1658]
news-source-label: شمال نیوز: [1161, 449, 1214, 461]
continuation-badge: 3 بقیہ: [1291, 448, 1337, 462]
news-source-label: شمال نیوز: [399, 1082, 452, 1094]
news-source-label: شمال نیوز: [208, 1141, 261, 1153]
news-story: [393, 1529, 575, 1622]
continuation-badge: 40 بقیہ: [521, 716, 575, 730]
continuation-badge: 18 بقیہ: [1092, 1374, 1146, 1388]
story-body: مظفرآباد ( شمال نیوز ) آزاد جموں و کشمیر کے وزیر اعظم نے کہا ہے کہ حکومت عوام کی فلاح و بہبود کے لیے تمام وسائل بروئے کار لا رہی ہے اور ترقیاتی منصوبوں کو بروقت مکمل کیا جائے گا انہوں نے کہا کہ تعلیم صحت اور بنیادی ڈھانچے کی بہتری حکومت کی اولین ترجی: [202, 283, 385, 356]
continuation-badge: 7 بقیہ: [1291, 1264, 1337, 1278]
news-story: [1155, 1567, 1337, 1892]
story-body: مظفرآباد ( شمال نیوز ) آزاد جموں و کشمیر کے وزیر اعظم نے کہا ہے کہ حکومت عوام کی فلاح و بہبود کے لیے تمام وسائل بروئے کار لا رہی ہے اور ترقیاتی منصوبوں کو بروقت مکمل کیا جائے گا انہوں نے کہا کہ تعلیم صحت اور بنیادی ڈھانچے کی بہتری حکومت کی اولین ترجیح ہے عوامی مسائل کے حل کے لیے متعلقہ اداروں کو ہدایات جاری کر دی گئی ہیں اجلاس میں سیکرٹری صاحبان اور دیگر افسران نے بھی شرکت کی اور مختلف امور پر تفصیلی بریفنگ دی گئی مظفرآباد ( شمال نیوز ) آزاد جموں و کشمیر کے وزیر اعظم نے کہا ہے کہ حکومت عوام کی فلاح و بہبود کے لیے تمام وسائل بروئے کار لا رہی ہے اور ترقیاتی منصوبوں کو ب: [583, 1697, 766, 1867]
continuation-badge: 16 بقیہ: [1092, 1057, 1146, 1071]
continuation-badge: 5 بقیہ: [1291, 935, 1337, 949]
news-story: [203, 1065, 385, 1134]
continuation-badge: 70 بقیہ: [139, 34, 193, 48]
news-column: [388, 30, 580, 2195]
news-source-label: شمال نیوز: [208, 1068, 261, 1080]
news-column: [769, 30, 961, 2195]
continuation-badge: 56 بقیہ: [330, 265, 384, 279]
news-story: [393, 884, 575, 1075]
story-body: مظفرآباد ( شمال نیوز ) آزاد جموں و کشمیر کے وزیر اعظم نے کہا ہے کہ حکومت عوام کی فلاح و بہبود کے لیے تمام وسائل بروئے کار لا رہی ہے اور ترقیاتی منصوبوں کو بروقت مکمل کیا جائے گا انہوں نے کہا کہ تعلیم صحت اور بنیادی ڈھانچے کی بہتری حکومت کی اولین ترجیح ہے عوامی مسائل کے حل کے لیے متعلقہ اداروں کو ہدایات جاری کر دی گئی ہیں اجلاس میں سیکرٹری صاحبان اور دیگر افسران نے بھی شرکت کی اور مختلف امور پر تفصیلی بریف: [1155, 52, 1337, 173]
news-story: [584, 642, 766, 906]
continuation-badge: 32 بقیہ: [711, 1363, 765, 1377]
news-source-label: شمال نیوز: [399, 1629, 452, 1641]
news-story: [965, 1762, 1147, 2050]
continuation-badge: 44 بقیہ: [521, 1300, 575, 1314]
story-header: [965, 1555, 1147, 1573]
story-body: مظفرآباد ( شمال نیوز ) آزاد جموں و کشمیر کے وزیر اعظم نے کہا ہے کہ حکومت عوام کی فلاح و بہبود کے لیے تمام وسائل بروئے کار لا رہی ہے اور ترقیاتی منصوبوں کو بروقت مکمل کیا جائے گا انہوں نے کہا کہ تعلیم صحت اور بنیادی ڈھانچے کی بہتری حکومت کی اولین ترجیح ہے عوامی مسائل کے حل کے لیے متعلقہ اداروں کو ہدایات جاری کر دی گئی ہیں اجلاس میں سیکرٹری صاحبان اور دیگر افسران نے بھی شرکت کی اور مختلف امور پر تفصیلی بریفنگ دی گئی مظفرآباد ( شمال نیوز ) آزاد جموں و کشمیر کے وزیر اعظم نے کہا ہے کہ حکوم: [393, 734, 575, 880]
news-story: [203, 1417, 385, 1486]
news-source-label: شمال نیوز: [17, 1645, 71, 1657]
news-source-label: شمال نیوز: [399, 181, 452, 193]
story-header: [774, 32, 956, 50]
continuation-badge: 15 بقیہ: [1092, 911, 1146, 925]
story-header: [203, 263, 385, 281]
news-source-label: شمال نیوز: [589, 1875, 643, 1887]
news-source-label: شمال نیوز: [399, 376, 452, 388]
story-body: مظفرآباد ( شمال نیوز ) آزاد جموں و کشمیر کے وزیر اعظم نے کہا ہے کہ حکومت عوام کی فلاح و بہبود کے لیے تمام وسائل بروئے کار لا رہی ہے اور ترقیاتی منصوبوں کو بروقت مکمل کیا جائے گا انہوں نے کہا کہ تعلیم صحت اور بنیادی ڈھانچے کی بہتری حکومت کی اولین ترجیح ہے عوامی مسائل کے حل کے لیے متعلقہ اداروں کو ہدایات جاری کر دی گئی ہیں اجلاس میں سیکرٹری صاحبان اور دیگر افسران نے بھی شرکت کی اور مختلف امور پر تفصیلی بریفنگ دی گئی مظفرآباد ( شمال نیوز ) آزاد جموں و کشمیر کے وزیر اعظم نے کہا ہے کہ حکومت عوام کی فلاح و بہبود کے لیے تمام وسائل بروئے کار لا رہی ہے اور ترقیاتی منصوبوں کو ب: [393, 198, 575, 368]
continuation-badge: 43 بقیہ: [521, 1203, 575, 1217]
story-header: [393, 1201, 575, 1219]
story-body: مظفرآباد ( شمال نیوز ) آزاد جموں و کشمیر کے وزیر اعظم نے کہا ہے کہ حکومت عوام کی فلاح و بہبود کے لیے تمام وسائل بروئے کار لا رہی ہے اور ترقیاتی منصوبوں کو بروقت مکمل کیا جائے گا انہوں نے کہا کہ تعلیم صحت اور بنیادی ڈھانچے کی بہتری حکومت کی اولین ترجیح ہے عوامی مسائل کے حل کے لیے متعلقہ اداروں کو ہدایات جاری کر دی گئی ہیں اجلاس میں سیکرٹری صاحبان اور دیگر افسران نے بھی شرکت کی اور مختلف امور پر تفصیلی بریفنگ دی گئی مظفرآباد ( شمال نیوز ) آزاد جموں و کشمیر کے وزیر اعظم نے کہا ہے کہ حکومت عوام کی فلاح و بہبود کے لیے تمام وسائل بروئے کار لا رہی ہے اور ترقیاتی منصوبوں کو بروقت مکمل کیا جائے گا انہوں نے کہا کہ تعلیم صحت اور بنیادی ڈھانچے کی بہتری حکومت کی اولین ترجیح ہے عوامی مسائل کے حل کے لیے متعلقہ اداروں کو ہدایات جاری کر دی گئی ہیں اجلاس میں سیکرٹری صاحبان اور دیگر: [774, 1770, 956, 2001]
news-story: [203, 1490, 385, 1583]
story-body: مظفرآباد ( شمال نیوز ) آزاد جموں و کشمیر کے وزیر اعظم نے کہا ہے کہ حکومت عوام کی فلاح و بہبود کے لیے تمام وسائل بروئے کار لا رہی ہے اور ترقیاتی منصوبوں کو بروقت مکمل کیا جائے گا انہوں نے کہا کہ تعلیم صحت اور بنیادی ڈھانچے کی بہتری حکومت کی اولین ترجیح ہے عوامی مسائل کے حل کے لیے متعلقہ اداروں کو ہدایات جاری کر دی گئی ہیں اجلاس میں سیکرٹری صاحبان اور دیگر افسران نے بھی شرکت کی اور مختلف امور پر تفصیلی بریفنگ دی گئی مظفرآباد ( شمال نیوز ) آزاد جموں و کشمیر کے وزیر اعظم نے کہا ہے کہ حکومت عوام کی فلاح و بہبود کے لیے تمام وسائل بروئے کار لا رہی ہے اور ترقیاتی منصوبوں کو بروقت مکمل کیا جائے گا انہوں نے کہا کہ تعلیم صحت اور بنیادی ڈھانچے کی بہتری حکومت کی اولین ترجیح ہے عوامی مسائل کے حل کے لیے متعلقہ اداروں کو ہدایات جاری کر دی گئ: [393, 393, 575, 612]
news-story: [1155, 446, 1337, 771]
news-story: [393, 714, 575, 880]
continuation-badge: 21 بقیہ: [1092, 2056, 1146, 2070]
story-body: مظفرآباد ( شمال نیوز ) آزاد جموں و کشمیر کے وزیر اعظم نے کہا ہے کہ حکومت عوام کی فلاح و بہبود کے لیے تمام وسائل بروئے کار لا رہی ہے اور ترقیاتی منصوبوں کو بروقت مکمل: [202, 1085, 385, 1133]
news-source-label: شمال نیوز: [1161, 181, 1214, 193]
continuation-badge: 49 بقیہ: [521, 1920, 575, 1934]
story-body: مظفرآباد ( شمال نیوز ) آزاد جموں و کشمیر کے وزیر اعظم نے کہا ہے کہ حکومت عوام کی فلاح و بہبود کے لیے تمام وسائل بروئے کار لا رہی ہے اور ترقیاتی منصوبوں کو بروقت مکمل کیا جائے گا انہوں نے کہا کہ تعلیم صحت اور بنیادی ڈھانچے کی بہتری حکومت کی اولین ترجیح ہے عوامی مسائل کے حل کے لیے متعلقہ اداروں کو ہدایات جاری کر دی گئی ہیں اجلاس میں سیکرٹری صاحبان اور دیگر افسران نے بھی شرکت کی اور مختلف امور پر تفصیلی بریفنگ دی گئی مظفرآباد ( شمال نیوز ) آزاد جموں و کشمیر کے وزیر اعظم نے کہا ہے کہ حکومت عوام کی فلاح و بہبود کے لیے تمام وسائل بروئے کار لا رہی ہے اور ترقیاتی منصوبوں کو بروقت مکمل کیا جائے گا انہوں نے کہا کہ تعلیم صحت اور بنیادی ڈھانچے کی بہتری حکومت کی اولین ترجیح ہے عوامی مسائل کے حل کے لیے متعلقہ اداروں کو ہدایات جاری کر دی گئی ہیں اجلاس میں سیکرٹری صاحبان اور دیگر افسران نے بھی شرکت کی اور مختلف امور پر تفصیلی بریفنگ دی گئی مظفرآباد ( شمال نیوز ) آزاد جموں و کشمیر کے وزیر اعظم نے کہا ہے کہ حکومت عوام کی فلاح و بہبود کے لیے تمام وسائل بروئے کار لا رہی ہے اور ترقیاتی منصوبوں کو بروقت مکمل کیا جائے گا انہوں نے کہا کہ تعلیم صحت اور بنیادی ڈھانچے کی بہتری حکومت کی اولین ترجیح ہے عوامی مسائل کے حل کے لیے متعلقہ اداروں کو ہدایات جاری کر دی گئی ہیں اجلاس میں سیکرٹری صاحبان اور دیگر افسران نے بھی شرکت کی اور مختلف امور پر تفصیلی بریفنگ دی گئی مظفرآباد ( شمال نیوز ) آزاد جموں و کشمیر کے وزیر اعظم نے کہا ہے کہ حکومت عوام کی فلاح و بہبود کے لیے تمام وسائل بروئے کار لا رہی ہے اور ترقیاتی منصوبوں کو بروقت مکمل کیا جائے گا انہوں نے کہا کہ تعلیم صحت اور بنیادی ڈھانچے کی بہتری حکومت کی اولین ترجیح ہے عوامی مسائل کے حل کے لیے متعلقہ اداروں کو ہدایات جاری کر دی گئی ہیں اجلاس میں سیکرٹری صاحبان اور دیگر افسران نے بھی شرکت کی اور مختلف امور پر تفصیلی بریفنگ دی گئی مظفرآباد ( شمال نیوز ) آزاد جموں و کشمیر کے وزیر اعظم نے کہا ہے کہ حکومت عوام کی فلاح و بہبود کے لیے تمام وسائل بروئے کار لا رہی ہے اور ترقیاتی منصوبوں کو بروقت مکمل کیا جائے گا انہوں نے کہا کہ تعلیم صحت اور بنیادی ڈھانچے کی بہتری حکومت کی اولین ترجیح ہے عوامی مسائل کے حل کے لیے متعلقہ ادا: [583, 52, 766, 637]
story-body: مظفرآباد ( شمال نیوز ) آزاد جموں و کشمیر کے وزیر اعظم نے کہا ہے کہ حکومت عوام کی فلاح و بہبود کے لیے تمام وسائل بروئے کار لا رہی ہے اور ترقیاتی منصوبوں کو بروقت مکمل کیا جائے گا انہوں نے کہا کہ تعلیم صحت اور بنیادی ڈھانچے کی بہتری حکومت کی اولین ترجیح ہے عوامی مسائل کے حل کے لیے متعلقہ اداروں کو ہدایات جاری کر دی گئی ہیں اجلاس میں سیکرٹری صاحبان اور دیگر افسران نے بھی شرکت کی اور مختلف امور پر تفصیلی بریفنگ دی گئی مظفرآباد ( شمال نیوز ) آزاد جموں و کشمیر کے وزیر اعظم نے کہا ہے کہ حکومت عوام کی فلاح و بہبود کے لیے تمام وسائل بروئے کار لا رہی ہے اور ترقیاتی منصوبوں کو ب: [964, 1197, 1147, 1367]
news-source-label: شمال نیوز: [399, 35, 452, 47]
news-story: [12, 32, 194, 1028]
news-story: [393, 617, 575, 710]
story-body: مظفرآباد ( شمال نیوز ) آزاد جموں و کشمیر کے وزیر اعظم نے کہا ہے کہ حکومت عوام کی فلاح و بہبود کے لیے تمام وسائل بروئے کار لا رہی ہے اور ترقیاتی منصوبوں کو بروقت مکمل کیا جائے گا انہوں نے کہا کہ تعلیم صحت اور بنیادی ڈھانچے کی بہتری حکومت کی اولین ترجیح ہے عوامی مسائل کے حل کے لیے متعلقہ اداروں کو ہدایات جاری کر دی گئی ہیں اجلاس میں سیکرٹری صاحبان اور دیگر افسران نے بھی شرکت کی اور مختلف امور پر تفصیلی بریفنگ دی گئی مظفرآباد ( شمال نیوز ) آزاد جموں و کشمیر کے وزیر اعظم نے کہا ہے کہ حکومت عوام کی فلاح و بہبود کے لیے تمام وسائل بروئے کار لا رہی ہے اور ترقیاتی منصوبوں کو ب: [774, 1295, 956, 1465]
news-source-label: شمال نیوز: [399, 887, 452, 899]
continuation-badge: 68 بقیہ: [330, 1492, 384, 1506]
story-header: [203, 676, 385, 694]
story-header: [965, 32, 1147, 50]
continuation-badge: 42 بقیہ: [521, 1081, 575, 1095]
news-story: [584, 910, 766, 1357]
story-header: [965, 1177, 1147, 1195]
story-body: مظفرآباد ( شمال نیوز ) آزاد جموں و کشمیر کے وزیر اعظم نے کہا ہے کہ حکومت عوام کی فلاح و بہبود کے لیے تمام وسائل بروئے کار لا رہی ہے اور ترقیاتی منصوبوں کو بروقت مکمل کیا جائے گا انہوں نے کہا کہ تعلیم صحت اور بنیادی ڈھانچے کی بہتری حکومت کی اولین ترجیح ہے عوامی مسائل کے حل کے لیے متعلقہ اداروں کو ہدایات جاری کر دی گئی ہیں اجلاس میں سیکرٹری صاحبان اور دیگر افسران نے بھی شرکت کی اور مختلف امور پر تفصیلی بریف: [583, 1551, 766, 1672]
story-body: مظفرآباد ( شمال نیوز ) آزاد جموں و کشمیر کے وزیر اعظم نے کہا ہے کہ حکومت عوام کی فلاح و بہبود کے لیے تمام وسائل بروئے کار لا رہی ہے اور ترقیاتی منصوبوں کو بروقت مکمل کیا جائے گا انہوں نے کہا کہ تعلیم صحت اور بنیادی ڈھانچے کی بہتری حکومت کی اولین ترجیح ہے عوامی مسائل کے حل کے لیے متعلقہ اداروں کو ہدایات جاری کر دی گئی ہیں اجلاس میں سیکرٹری صاحبان اور دیگر افسران نے بھی شرکت کی اور مختلف امور پر تفصیلی بریفنگ دی گئی مظفرآباد ( شمال نیوز ) آزاد جمو: [393, 1780, 575, 1914]
continuation-badge: 51 بقیہ: [521, 2151, 575, 2165]
story-header: [393, 2052, 575, 2070]
continuation-badge: 58 بقیہ: [330, 508, 384, 522]
story-body: مظفرآباد ( شمال نیوز ) آزاد جموں و کشمیر کے وزیر اعظم نے کہا ہے کہ حکومت عوام کی فلاح و بہبود کے لیے تمام وسائل بروئے کار لا رہی ہے اور ترقیاتی منصوبوں کو بروقت مکمل کیا جائے گا انہوں نے کہا کہ تعلیم صحت اور بنیادی ڈھانچے کی بہتری حکومت کی اولین ترجیح ہے عوامی مسائل کے حل کے لیے متعلقہ اداروں کو ہدایات جاری کر دی گئی ہیں اجلاس میں سیکرٹری صاحبان اور دیگر افسران نے بھی شرکت کی اور مختلف امور پر تفصیلی بریفنگ دی گئی مظفرآباد ( شمال نیوز ) آزاد جموں و کشمیر کے وزیر اعظم نے کہا ہے کہ حکومت عوام کی فلاح و بہبود کے لیے تمام وسائل ب: [964, 1392, 1147, 1550]
continuation-badge: 19 بقیہ: [1092, 1557, 1146, 1571]
news-source-label: شمال نیوز: [17, 35, 71, 47]
story-body: مظفرآباد ( شمال نیوز ) آزاد جموں و کشمیر کے وزیر اعظم نے کہا ہے کہ حکومت عوام کی فلاح و بہبود کے لیے تمام وسائل بروئے کار لا رہی ہے اور ترقیاتی منصوبوں کو بروقت مکمل کیا جائے گا انہوں نے کہا کہ تعلیم صحت اور بنیادی ڈھانچے کی بہتری حکومت کی اولین ترجیح ہے عوامی مسائل کے حل کے لیے متعلقہ اداروں کو ہدایات جاری کر دی گئی ہیں اجلاس میں سیکرٹری صاحبان اور دیگر افسران نے بھ: [393, 1646, 575, 1755]
story-header: [203, 822, 385, 840]
end-stars: ☆☆☆: [66, 2188, 102, 2201]
news-story: [203, 603, 385, 672]
story-header: [203, 1417, 385, 1435]
story-body: مظفرآباد ( شمال نیوز ) آزاد جموں و کشمیر کے وزیر اعظم نے کہا ہے کہ حکومت عوام کی فلاح و بہبود کے لیے تمام وسائل بروئے کار لا رہی ہے اور ترقیاتی منصوبوں کو بروقت مکمل کیا جائے گا انہوں نے کہا کہ تعلیم صحت اور بنیادی ڈھانچے کی بہتری حکومت کی اولین ترجیح ہے عوامی مسائل کے حل کے لیے متعلقہ اداروں کو ہدایات جاری کر دی گئی ہیں اجلاس میں سیکرٹری صاحبان اور دیگر افسران نے بھی شرکت کی اور مختلف امور پر تفصیلی بریفنگ دی گئی مظفرآباد ( شمال نیوز ) آزاد جموں و کشمیر کے وزیر اعظم نے کہا ہے کہ حکوم: [583, 1381, 766, 1527]
news-source-label: شمال نیوز: [780, 1278, 833, 1290]
story-header: [1155, 933, 1337, 951]
news-source-label: شمال نیوز: [970, 1375, 1024, 1387]
